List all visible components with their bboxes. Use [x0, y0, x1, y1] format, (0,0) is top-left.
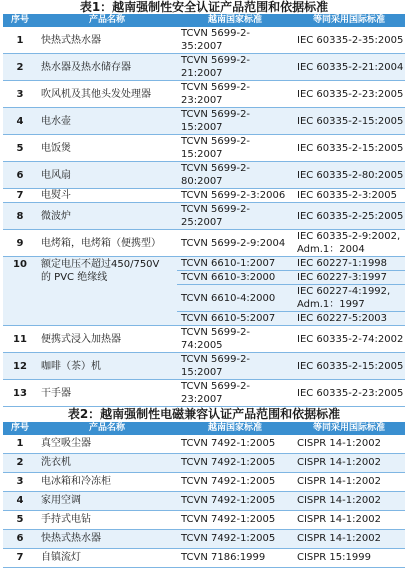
intl-standard-line: IEC 60335-2-9:2002, — [297, 231, 401, 242]
table-row — [3, 435, 405, 454]
intl-standard — [293, 108, 405, 135]
intl-standard-line: IEC 60335-2-15:2005 — [297, 360, 404, 372]
vn-standard: TCVN 5699-2-15:2007 — [177, 135, 293, 162]
product-name: 洗衣机 — [37, 454, 177, 473]
table1-header-row — [3, 14, 405, 27]
intl-standard — [293, 312, 405, 326]
product-name-line: 快热式热水器 — [41, 34, 101, 46]
table-row — [3, 530, 405, 549]
row-number: 3 — [3, 81, 37, 108]
header-intl-standard: 等同采用国际标准 — [293, 422, 405, 435]
intl-standard-line: IEC 60227-1:1998 — [297, 258, 388, 269]
intl-standard-line: IEC 60335-2-35:2005 — [297, 34, 404, 46]
product-name — [37, 54, 177, 81]
intl-standard: CISPR 14-1:2002 — [293, 511, 405, 530]
header-vn-standard: 越南国家标准 — [177, 422, 293, 435]
intl-standard: CISPR 14-1:2002 — [293, 454, 405, 473]
row-number: 1 — [3, 435, 37, 454]
product-name-line: 干手器 — [41, 387, 71, 399]
intl-standard — [293, 353, 405, 380]
product-name — [37, 189, 177, 203]
intl-standard-line: Adm.1：1997 — [297, 299, 365, 310]
table-row — [3, 492, 405, 511]
table-row — [3, 108, 405, 135]
vn-standard: TCVN 7492-1:2005 — [177, 492, 293, 511]
table-row — [3, 549, 405, 568]
intl-standard — [293, 257, 405, 271]
product-name-line: 电熨斗 — [41, 190, 71, 201]
table-row — [3, 326, 405, 353]
vn-standard: TCVN 5699-2-15:2007 — [177, 353, 293, 380]
table-row — [3, 257, 405, 271]
product-name — [37, 162, 177, 189]
table-row — [3, 454, 405, 473]
vn-standard: TCVN 6610-4:2000 — [177, 285, 293, 312]
intl-standard — [293, 189, 405, 203]
product-name — [37, 203, 177, 230]
intl-standard — [293, 135, 405, 162]
row-number: 5 — [3, 511, 37, 530]
intl-standard-line: Adm.1：2004 — [297, 244, 365, 255]
intl-standard-line: IEC 60227-3:1997 — [297, 272, 388, 283]
table-row — [3, 135, 405, 162]
product-name — [37, 81, 177, 108]
intl-standard — [293, 271, 405, 285]
header-no: 序号 — [3, 14, 37, 27]
row-number: 3 — [3, 473, 37, 492]
intl-standard-line: IEC 60335-2-74:2002 — [297, 333, 404, 345]
table-row — [3, 189, 405, 203]
intl-standard — [293, 285, 405, 312]
intl-standard: CISPR 15:1999 — [293, 549, 405, 568]
vn-standard: TCVN 5699-2-9:2004 — [177, 230, 293, 257]
product-name: 家用空调 — [37, 492, 177, 511]
vn-standard: TCVN 5699-2-35:2007 — [177, 27, 293, 54]
product-name-line: 电饭煲 — [41, 142, 71, 154]
row-number: 4 — [3, 108, 37, 135]
row-number: 2 — [3, 454, 37, 473]
row-number: 5 — [3, 135, 37, 162]
vn-standard: TCVN 7492-1:2005 — [177, 473, 293, 492]
table-row — [3, 511, 405, 530]
row-number: 7 — [3, 549, 37, 568]
row-number: 1 — [3, 27, 37, 54]
product-name — [37, 326, 177, 353]
table2-body — [3, 435, 405, 568]
product-name — [37, 230, 177, 257]
intl-standard-line: IEC 60335-2-23:2005 — [297, 387, 404, 399]
vn-standard: TCVN 7186:1999 — [177, 549, 293, 568]
row-number: 9 — [3, 230, 37, 257]
intl-standard — [293, 162, 405, 189]
table-row — [3, 27, 405, 54]
row-number: 11 — [3, 326, 37, 353]
vn-standard: TCVN 7492-1:2005 — [177, 435, 293, 454]
intl-standard-line: IEC 60335-2-3:2005 — [297, 190, 397, 201]
intl-standard — [293, 203, 405, 230]
vn-standard: TCVN 6610-5:2007 — [177, 312, 293, 326]
header-no: 序号 — [3, 422, 37, 435]
intl-standard — [293, 380, 405, 407]
vn-standard: TCVN 7492-1:2005 — [177, 454, 293, 473]
product-name-line: 吹风机及其他头发处理器 — [41, 88, 151, 100]
header-product-name: 产品名称 — [37, 422, 177, 435]
table-row — [3, 54, 405, 81]
table2-header-row — [3, 422, 405, 435]
safety-certification-table — [3, 14, 405, 407]
vn-standard: TCVN 5699-2-23:2007 — [177, 81, 293, 108]
intl-standard — [293, 326, 405, 353]
product-name-line: 额定电压不超过450/750V — [41, 259, 160, 270]
product-name: 手持式电钻 — [37, 511, 177, 530]
product-name-line: 的 PVC 绝缘线 — [41, 272, 108, 283]
product-name — [37, 257, 177, 326]
row-number: 13 — [3, 380, 37, 407]
intl-standard-line: IEC 60227-4:1992, — [297, 286, 391, 297]
intl-standard-line: IEC 60335-2-23:2005 — [297, 88, 404, 100]
emc-certification-table — [3, 422, 405, 568]
vn-standard: TCVN 5699-2-15:2007 — [177, 108, 293, 135]
row-number: 12 — [3, 353, 37, 380]
row-number: 10 — [3, 257, 37, 326]
product-name-line: 咖啡（茶）机 — [41, 360, 101, 372]
intl-standard-line: IEC 60335-2-15:2005 — [297, 115, 404, 127]
row-number: 6 — [3, 530, 37, 549]
table-row — [3, 81, 405, 108]
table2-title: 表2：越南强制性电磁兼容认证产品范围和依据标准 — [67, 407, 341, 421]
product-name: 自镇流灯 — [37, 549, 177, 568]
table1-title: 表1：越南强制性安全认证产品范围和依据标准 — [79, 0, 329, 14]
intl-standard — [293, 81, 405, 108]
row-number: 6 — [3, 162, 37, 189]
vn-standard: TCVN 5699-2-74:2005 — [177, 326, 293, 353]
product-name-line: 微波炉 — [41, 210, 71, 222]
product-name-line: 便携式浸入加热器 — [41, 333, 121, 345]
product-name — [37, 380, 177, 407]
vn-standard: TCVN 5699-2-25:2007 — [177, 203, 293, 230]
intl-standard-line: IEC 60227-5:2003 — [297, 313, 388, 324]
intl-standard — [293, 27, 405, 54]
product-name-line: 热水器及热水储存器 — [41, 61, 131, 73]
product-name — [37, 108, 177, 135]
intl-standard: CISPR 14-1:2002 — [293, 435, 405, 454]
intl-standard-line: IEC 60335-2-21:2004 — [297, 61, 404, 73]
vn-standard: TCVN 7492-1:2005 — [177, 530, 293, 549]
row-number: 8 — [3, 203, 37, 230]
intl-standard — [293, 230, 405, 257]
row-number: 7 — [3, 189, 37, 203]
table-row — [3, 230, 405, 257]
vn-standard: TCVN 7492-1:2005 — [177, 511, 293, 530]
product-name — [37, 135, 177, 162]
product-name: 电冰箱和冷冻柜 — [37, 473, 177, 492]
header-product-name: 产品名称 — [37, 14, 177, 27]
product-name-line: 电水壶 — [41, 115, 71, 127]
table-row — [3, 353, 405, 380]
vn-standard: TCVN 5699-2-3:2006 — [177, 189, 293, 203]
vn-standard: TCVN 5699-2-80:2007 — [177, 162, 293, 189]
intl-standard — [293, 54, 405, 81]
product-name: 真空吸尘器 — [37, 435, 177, 454]
header-intl-standard: 等同采用国际标准 — [293, 14, 405, 27]
product-name — [37, 27, 177, 54]
table-row — [3, 162, 405, 189]
intl-standard-line: IEC 60335-2-15:2005 — [297, 142, 404, 154]
row-number: 2 — [3, 54, 37, 81]
vn-standard: TCVN 6610-3:2000 — [177, 271, 293, 285]
vn-standard: TCVN 5699-2-21:2007 — [177, 54, 293, 81]
product-name — [37, 353, 177, 380]
intl-standard: CISPR 14-1:2002 — [293, 530, 405, 549]
vn-standard: TCVN 6610-1:2007 — [177, 257, 293, 271]
table-row — [3, 380, 405, 407]
product-name: 快热式热水器 — [37, 530, 177, 549]
product-name-line: 电烤箱，电烤箱（便携型） — [41, 237, 161, 249]
table1-body — [3, 27, 405, 407]
vn-standard: TCVN 5699-2-23:2007 — [177, 380, 293, 407]
table-row — [3, 473, 405, 492]
header-vn-standard: 越南国家标准 — [177, 14, 293, 27]
table-row — [3, 203, 405, 230]
intl-standard-line: IEC 60335-2-80:2005 — [297, 169, 404, 181]
row-number: 4 — [3, 492, 37, 511]
intl-standard: CISPR 14-1:2002 — [293, 473, 405, 492]
product-name-line: 电风扇 — [41, 169, 71, 181]
intl-standard-line: IEC 60335-2-25:2005 — [297, 210, 404, 222]
intl-standard: CISPR 14-1:2002 — [293, 492, 405, 511]
